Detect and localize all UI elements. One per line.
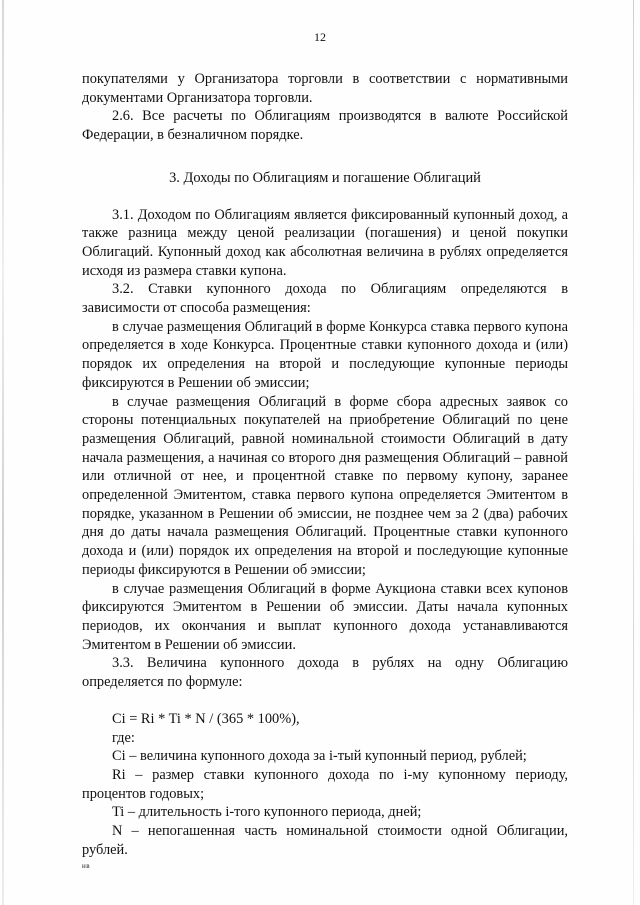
formula-where: где: [112,729,135,746]
paragraph-continuation: покупателями у Организатора торговли в соответствии с нормативными документами Организатора торговли. [82,71,568,106]
paragraph-3-2: 3.2. Ставки купонного дохода по Облигациям определяются в зависимости от способа размещения: [82,281,568,317]
paragraph-bookbuilding: в случае размещения Облигаций в форме сбора адресных заявок со стороны потенциальных покупателей на приобретение Облигаций по цене размещения Облигаций, равной номинальной стоимости Облигаций в дату начала размещения, а начиная со второго дня размещения Облигаций – равной или отличной от нее, и процентной ставке по первому купону, заранее определенной Эмитентом, ставка первого купона определяется Эмитентом в порядке, указанном в Решении об эмиссии, не позднее чем за 2 (два) рабочих дня до даты начала размещения Облигаций. Процентные ставки купонного дохода и (или) порядок их определения на второй и последующие купонные периоды фиксируются в Решении об эмиссии; [82,393,568,578]
document-body [82,70,568,859]
paragraph-3-3: 3.3. Величина купонного дохода в рублях на одну Облигацию определяется по формуле: [82,655,568,691]
definition-ti: Ti – длительность i-того купонного периода, дней; [112,804,422,821]
paragraph-contest: в случае размещения Облигаций в форме Конкурса ставка первого купона определяется в ходе Конкурса. Процентные ставки купонного дохода и (или) порядок их определения на второй и последующие купонные периоды фиксируются в Решении об эмиссии; [82,318,568,391]
page-number: 12 [314,30,326,44]
paragraph-auction: в случае размещения Облигаций в форме Аукциона ставки всех купонов фиксируются Эмитентом в Решении об эмиссии. Даты начала купонных периодов, их окончания и выплат купонного дохода устанавливаются Эмитентом в Решении об эмиссии. [82,580,568,653]
paragraph-2-6: 2.6. Все расчеты по Облигациям производятся в валюте Российской Федерации, в безналичном порядке. [82,108,568,144]
scan-edge-right [633,0,634,905]
scan-edge-left [2,0,4,905]
definition-ci: Ci – величина купонного дохода за i-тый купонный период, рублей; [112,748,527,765]
footer-mark: нв [82,862,91,870]
coupon-formula: Ci = Ri * Ti * N / (365 * 100%), [112,710,300,727]
definition-n: N – непогашенная часть номинальной стоимости одной Облигации, рублей. [82,823,568,858]
section-heading: 3. Доходы по Облигациям и погашение Облигаций [169,169,481,186]
paragraph-3-1: 3.1. Доходом по Облигациям является фиксированный купонный доход, а также разница между ценой реализации (погашения) и ценой покупки Облигаций. Купонный доход как абсолютная величина в рублях определяется исходя из размера ставки купона. [82,206,568,279]
definition-ri: Ri – размер ставки купонного дохода по i-му купонному периоду, процентов годовых; [82,766,568,802]
